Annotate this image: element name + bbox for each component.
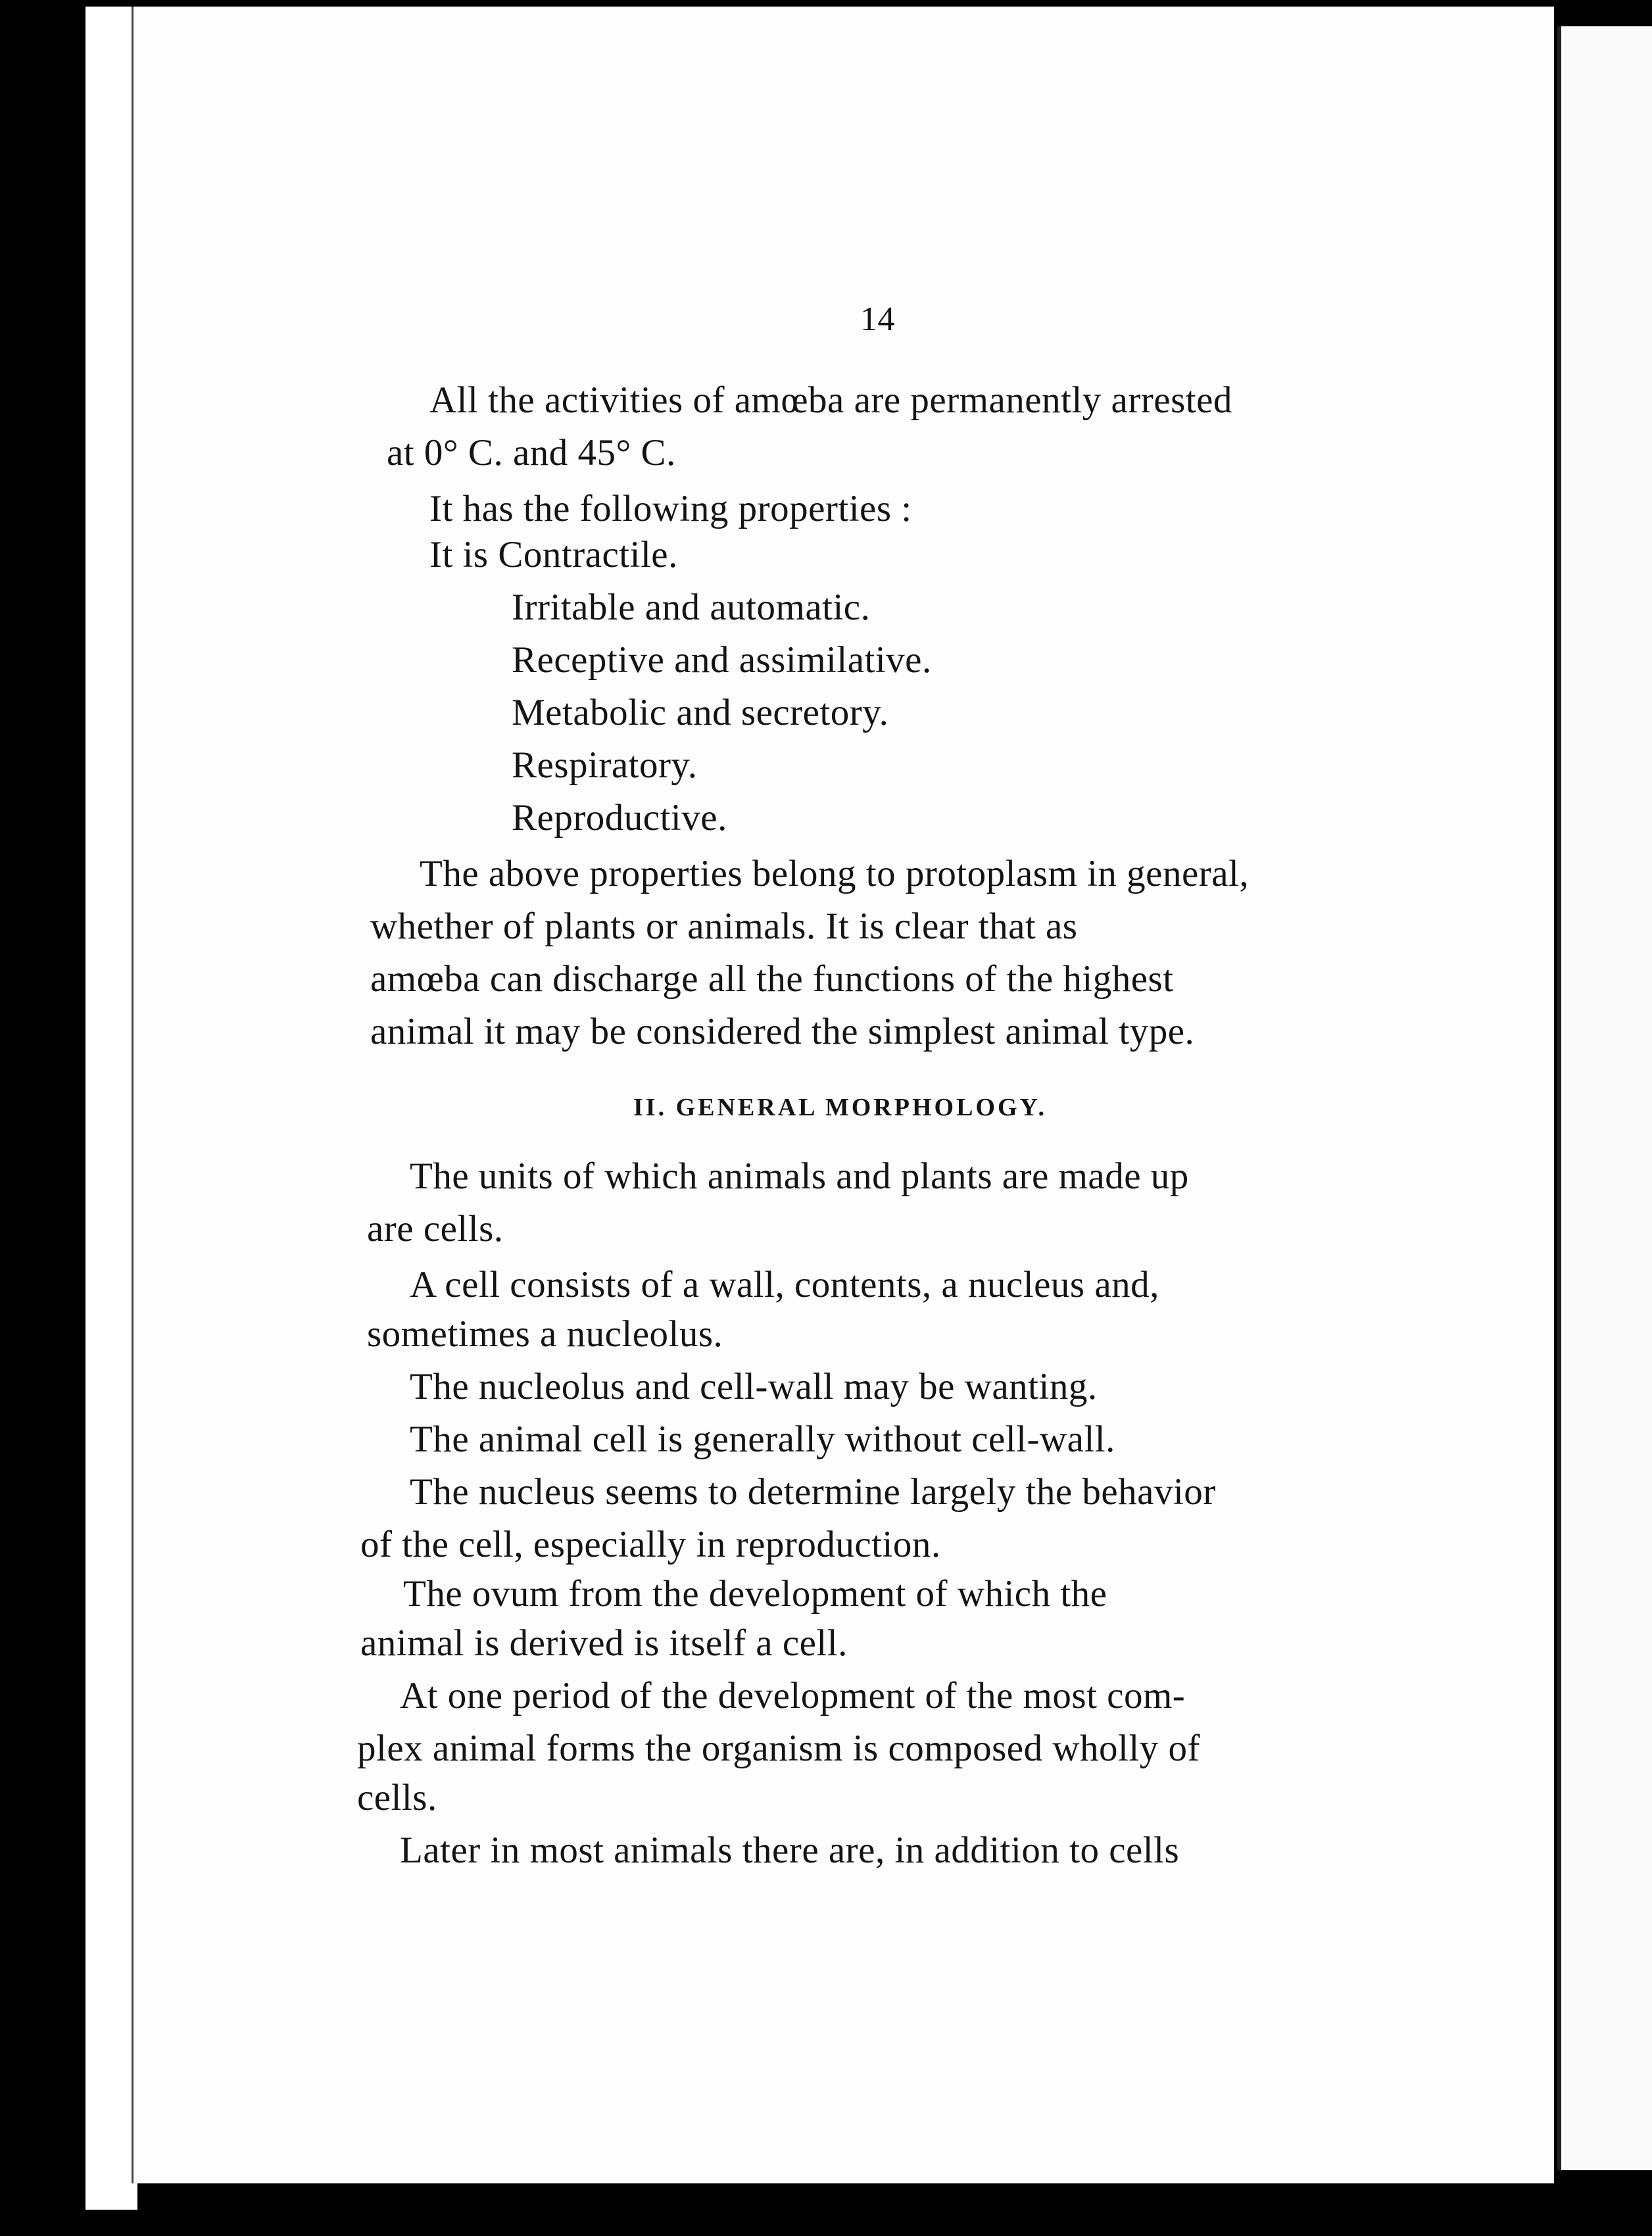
- property-item: Receptive and assimilative.: [512, 639, 932, 681]
- text-line: At one period of the development of the most com-: [400, 1675, 1186, 1716]
- facing-page-edge: [1557, 26, 1652, 2170]
- text-line: animal is derived is itself a cell.: [360, 1622, 848, 1664]
- text-line: The nucleus seems to determine largely the behavior: [410, 1471, 1216, 1513]
- page-text: [134, 7, 1554, 2183]
- text-line: The ovum from the development of which the: [403, 1573, 1107, 1615]
- property-item: Reproductive.: [512, 797, 727, 838]
- text-line: plex animal forms the organism is composed wholly of: [357, 1728, 1200, 1769]
- text-line: at 0° C. and 45° C.: [387, 432, 676, 474]
- text-line: cells.: [357, 1777, 437, 1818]
- book-page: [132, 7, 1554, 2183]
- text-line: animal it may be considered the simplest animal type.: [370, 1011, 1195, 1052]
- property-item: Irritable and automatic.: [512, 587, 871, 628]
- page-number: 14: [860, 301, 895, 338]
- text-line: The nucleolus and cell-wall may be wanting.: [410, 1366, 1098, 1407]
- text-line: Later in most animals there are, in addition to cells: [400, 1830, 1180, 1871]
- text-line: whether of plants or animals. It is clear that as: [370, 906, 1078, 947]
- text-line: It has the following properties :: [429, 488, 912, 529]
- text-line: The above properties belong to protoplasm in general,: [420, 853, 1250, 894]
- text-line: It is Contractile.: [429, 534, 678, 575]
- text-line: The animal cell is generally without cell-wall.: [410, 1419, 1115, 1460]
- text-line: The units of which animals and plants are made up: [410, 1155, 1189, 1197]
- text-line: A cell consists of a wall, contents, a nucleus and,: [410, 1264, 1159, 1305]
- property-item: Respiratory.: [512, 744, 698, 786]
- text-line: sometimes a nucleolus.: [367, 1313, 723, 1355]
- text-line: of the cell, especially in reproduction.: [360, 1524, 941, 1565]
- text-line: amœba can discharge all the functions of the highest: [370, 958, 1174, 1000]
- text-line: are cells.: [367, 1208, 504, 1250]
- section-heading: II. GENERAL MORPHOLOGY.: [633, 1094, 1048, 1121]
- text-line: All the activities of amœba are permanently arrested: [429, 379, 1232, 421]
- property-item: Metabolic and secretory.: [512, 692, 889, 733]
